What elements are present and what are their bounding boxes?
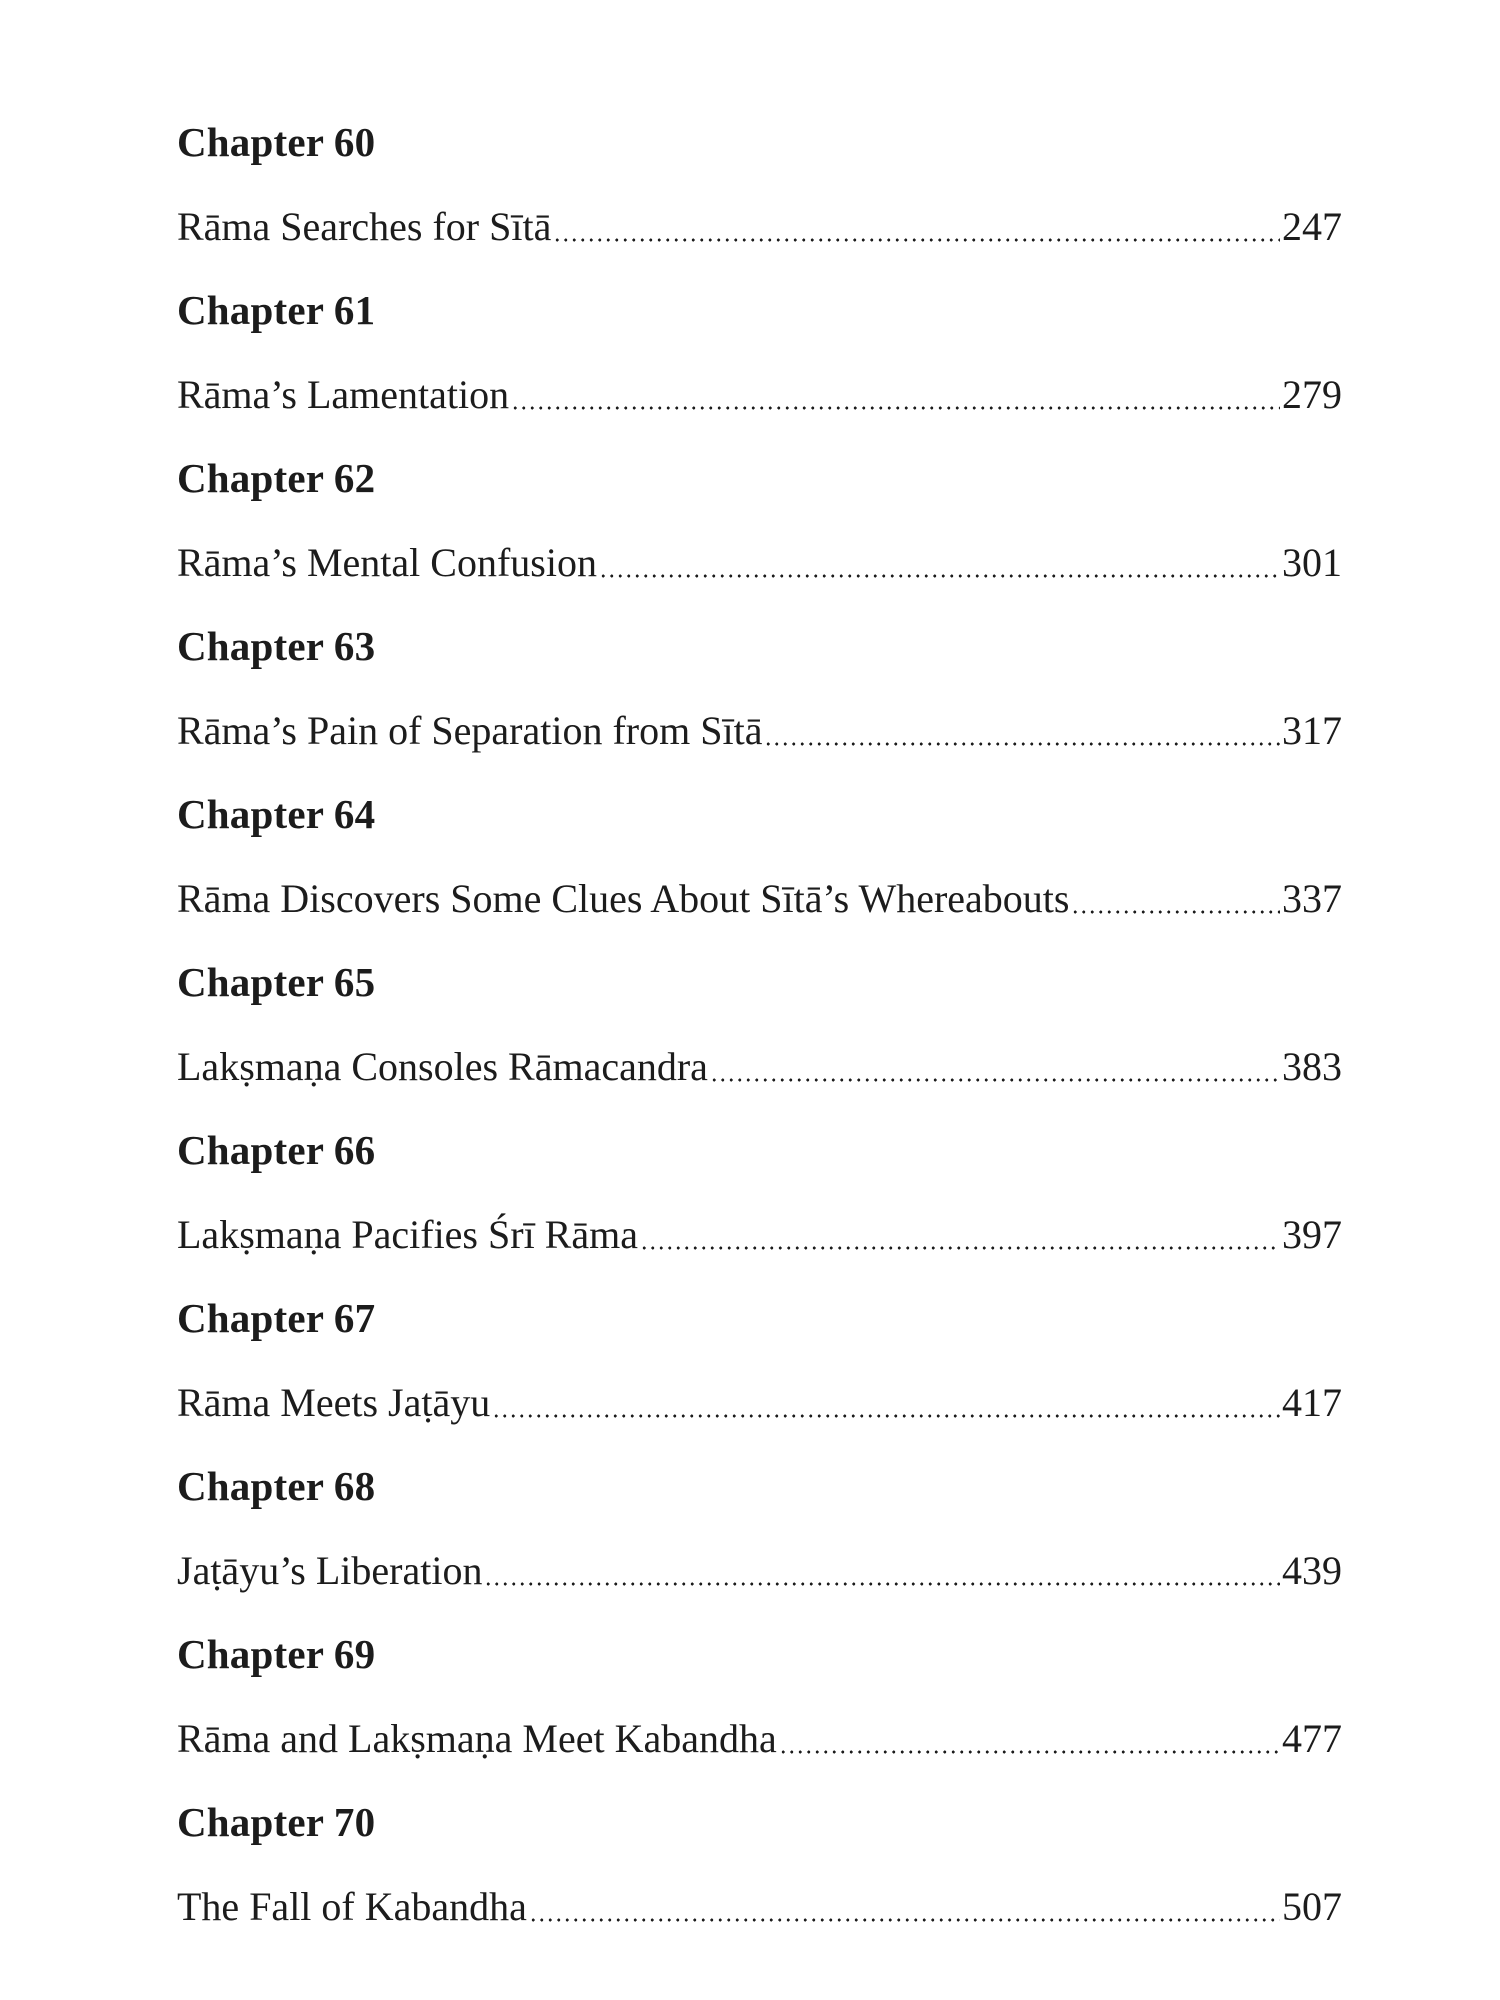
dot-leader [640,1246,1280,1250]
chapter-heading: Chapter 65 [177,959,376,1005]
page-number: 507 [1282,1883,1342,1929]
toc-entry [177,520,1342,604]
toc-group [177,940,1342,1108]
chapter-heading: Chapter 69 [177,1631,376,1677]
chapter-heading: Chapter 60 [177,119,376,165]
toc-entry [177,688,1342,772]
dot-leader [779,1750,1280,1754]
dot-leader [599,574,1280,578]
toc-entry [177,1696,1342,1780]
chapter-heading: Chapter 68 [177,1463,376,1509]
dot-leader [511,406,1280,410]
chapter-title: Rāma’s Mental Confusion [177,539,597,585]
toc-entry [177,1360,1342,1444]
toc-group [177,1612,1342,1780]
toc-group [177,1276,1342,1444]
chapter-heading: Chapter 63 [177,623,376,669]
page-number: 337 [1282,875,1342,921]
page-number: 439 [1282,1547,1342,1593]
page-number: 417 [1282,1379,1342,1425]
page-number: 477 [1282,1715,1342,1761]
toc-group [177,1108,1342,1276]
chapter-title: Rāma’s Lamentation [177,371,510,417]
toc-entry [177,1192,1342,1276]
toc-group [177,1780,1342,1948]
toc-entry [177,1024,1342,1108]
page-number: 247 [1282,203,1342,249]
chapter-title: Rāma Meets Jaṭāyu [177,1379,491,1425]
chapter-title: Rāma Discovers Some Clues About Sītā’s Whereabouts [177,875,1070,921]
page-number: 383 [1282,1043,1342,1089]
chapter-heading: Chapter 66 [177,1127,376,1173]
dot-leader [492,1414,1280,1418]
chapter-heading: Chapter 64 [177,791,376,837]
page-number: 317 [1282,707,1342,753]
toc-entry [177,1528,1342,1612]
chapter-title: The Fall of Kabandha [177,1883,527,1929]
table-of-contents [177,100,1342,1948]
toc-group [177,268,1342,436]
dot-leader [529,1918,1280,1922]
page-number: 397 [1282,1211,1342,1257]
chapter-title: Lakṣmaṇa Consoles Rāmacandra [177,1043,708,1089]
chapter-heading: Chapter 67 [177,1295,376,1341]
chapter-title: Lakṣmaṇa Pacifies Śrī Rāma [177,1211,638,1257]
chapter-heading: Chapter 62 [177,455,376,501]
toc-entry [177,184,1342,268]
toc-entry [177,1864,1342,1948]
chapter-title: Rāma’s Pain of Separation from Sītā [177,707,763,753]
chapter-heading: Chapter 61 [177,287,376,333]
page-number: 279 [1282,371,1342,417]
toc-group [177,100,1342,268]
toc-group [177,604,1342,772]
toc-group [177,1444,1342,1612]
dot-leader [764,742,1280,746]
page-number: 301 [1282,539,1342,585]
chapter-heading: Chapter 70 [177,1799,376,1845]
chapter-title: Rāma Searches for Sītā [177,203,552,249]
toc-group [177,772,1342,940]
dot-leader [710,1078,1280,1082]
toc-entry [177,856,1342,940]
toc-group [177,436,1342,604]
dot-leader [553,238,1280,242]
dot-leader [1071,910,1280,914]
chapter-title: Rāma and Lakṣmaṇa Meet Kabandha [177,1715,777,1761]
dot-leader [484,1582,1280,1586]
toc-entry [177,352,1342,436]
chapter-title: Jaṭāyu’s Liberation [177,1547,483,1593]
